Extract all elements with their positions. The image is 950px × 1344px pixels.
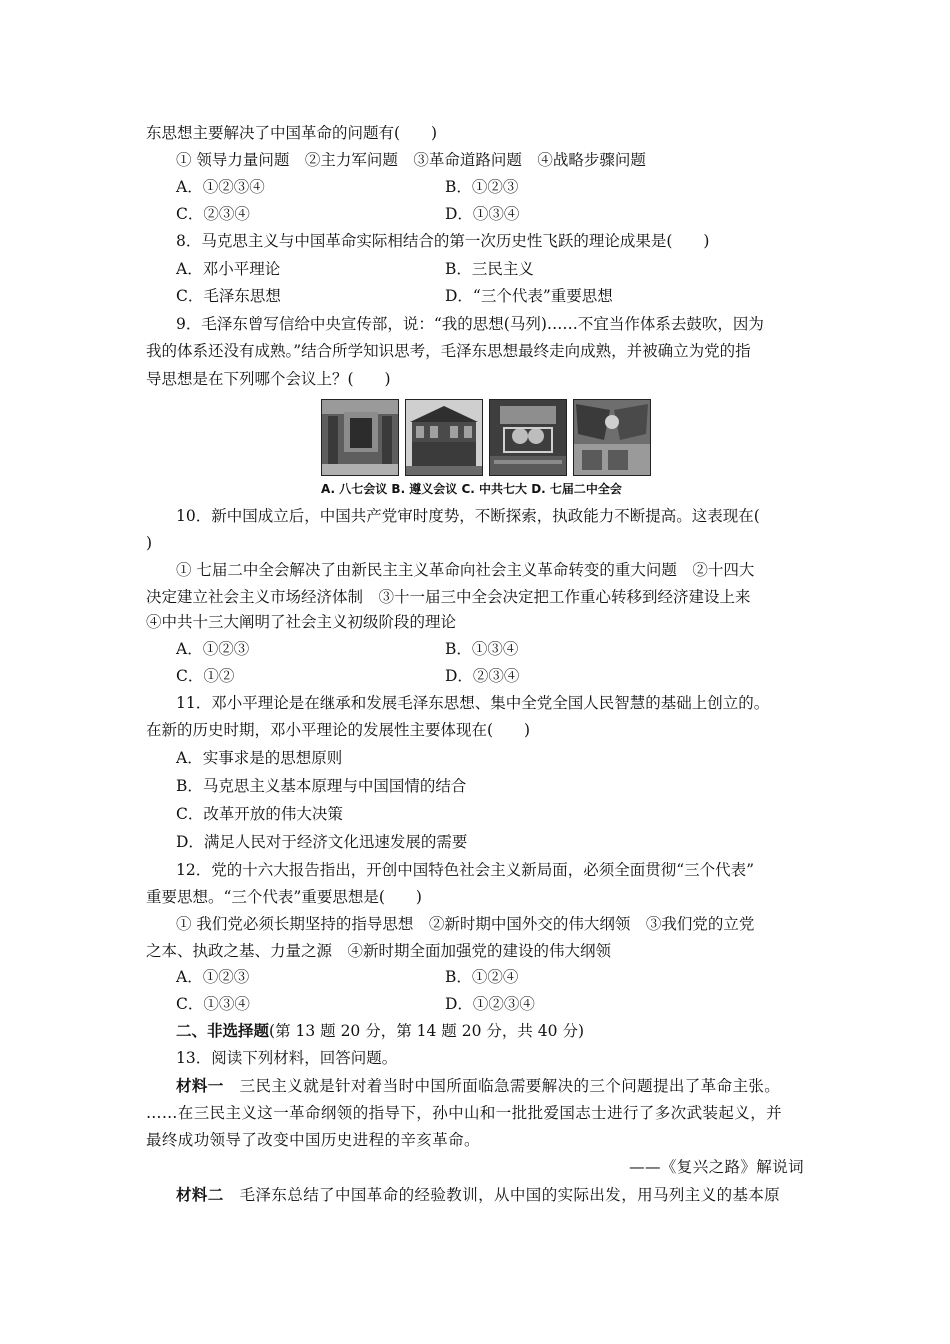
choice-d: D．②③④	[445, 667, 520, 685]
choice-c: C．改革开放的伟大决策	[176, 805, 343, 823]
question-12-cont: 重要思想。“三个代表”重要思想是( )	[146, 888, 422, 906]
question-11: 11．邓小平理论是在继承和发展毛泽东思想、集中全党全国人民智慧的基础上创立的。	[176, 694, 770, 712]
choice-b: B．①②④	[445, 968, 519, 986]
section-heading-scoring: (第 13 题 20 分，第 14 题 20 分，共 40 分)	[269, 1022, 584, 1040]
choice-d: D．①②③④	[445, 995, 535, 1013]
material-1-text: 三民主义就是针对着当时中国所面临急需要解决的三个问题提出了革命主张。	[223, 1077, 781, 1095]
choice-a: A．①②③	[176, 968, 250, 986]
material-1-cont: ……在三民主义这一革命纲领的指导下，孙中山和一批批爱国志士进行了多次武装起义，并	[146, 1104, 783, 1122]
question-10-cont: ① 七届二中全会解决了由新民主主义革命向社会主义革命转变的重大问题 ②十四大	[176, 561, 755, 579]
choice-b: B．①②③	[445, 178, 519, 196]
question-9-cont: 我的体系还没有成熟。”结合所学知识思考，毛泽东思想最终走向成熟，并被确立为党的指	[146, 342, 751, 360]
question-9-cont: 导思想是在下列哪个会议上？( )	[146, 370, 391, 388]
photo-zunyi-meeting	[405, 399, 483, 476]
choice-c: C．毛泽东思想	[176, 287, 281, 305]
photo-second-plenary	[573, 399, 651, 476]
question-10: 10．新中国成立后，中国共产党审时度势，不断探索，执政能力不断提高。这表现在(	[176, 507, 760, 525]
choice-d: D．“三个代表”重要思想	[445, 287, 613, 305]
photo-bayi-meeting	[321, 399, 399, 476]
choice-d: D．①③④	[445, 205, 520, 223]
choice-b: B．①③④	[445, 640, 519, 658]
choice-b: B．三民主义	[445, 260, 534, 278]
photo-seventh-congress	[489, 399, 567, 476]
question-8: 8．马克思主义与中国革命实际相结合的第一次历史性飞跃的理论成果是( )	[176, 232, 710, 250]
choice-c: C．②③④	[176, 205, 250, 223]
material-2	[176, 1185, 780, 1205]
photos-caption: A. 八七会议 B. 遵义会议 C. 中共七大 D. 七届二中全会	[321, 482, 622, 496]
choice-d: D．满足人民对于经济文化迅速发展的需要	[176, 833, 468, 851]
choice-a: A．邓小平理论	[176, 260, 281, 278]
section-heading	[176, 1021, 584, 1041]
question-11-cont: 在新的历史时期，邓小平理论的发展性主要体现在( )	[146, 721, 531, 739]
material-2-text: 毛泽东总结了中国革命的经验教训，从中国的实际出发，用马列主义的基本原	[223, 1186, 781, 1204]
question-12-cont: 之本、执政之基、力量之源 ④新时期全面加强党的建设的伟大纲领	[146, 942, 612, 960]
question-10-cont: 决定建立社会主义市场经济体制 ③十一届三中全会决定把工作重心转移到经济建设上来	[146, 588, 751, 606]
material-2-label: 材料二	[176, 1185, 224, 1204]
question-10-cont: ④中共十三大阐明了社会主义初级阶段的理论	[146, 613, 457, 631]
question-9: 9．毛泽东曾写信给中央宣传部，说：“我的思想(马列)……不宜当作体系去鼓吹，因为	[176, 315, 764, 333]
choice-a: A．①②③④	[176, 178, 265, 196]
choice-a: A．①②③	[176, 640, 250, 658]
choice-c: C．①②	[176, 667, 235, 685]
question-10-cont: )	[146, 534, 153, 552]
choice-b: B．马克思主义基本原理与中国国情的结合	[176, 777, 467, 795]
question-line: 东思想主要解决了中国革命的问题有( )	[146, 124, 438, 142]
material-1-cont: 最终成功领导了改变中国历史进程的辛亥革命。	[146, 1131, 480, 1149]
question-12-cont: ① 我们党必须长期坚持的指导思想 ②新时期中国外交的伟大纲领 ③我们党的立党	[176, 915, 755, 933]
options-line: ① 领导力量问题 ②主力军问题 ③革命道路问题 ④战略步骤问题	[176, 151, 646, 169]
material-1-label: 材料一	[176, 1076, 224, 1095]
question-12: 12．党的十六大报告指出，开创中国特色社会主义新局面，必须全面贯彻“三个代表”	[176, 861, 755, 879]
choice-a: A．实事求是的思想原则	[176, 749, 343, 767]
material-1-source: ——《复兴之路》解说词	[629, 1158, 804, 1176]
material-1	[176, 1076, 780, 1096]
section-heading-title: 二、非选择题	[176, 1021, 270, 1040]
question-13: 13．阅读下列材料，回答问题。	[176, 1049, 398, 1067]
choice-c: C．①③④	[176, 995, 250, 1013]
meeting-photos	[321, 399, 653, 477]
